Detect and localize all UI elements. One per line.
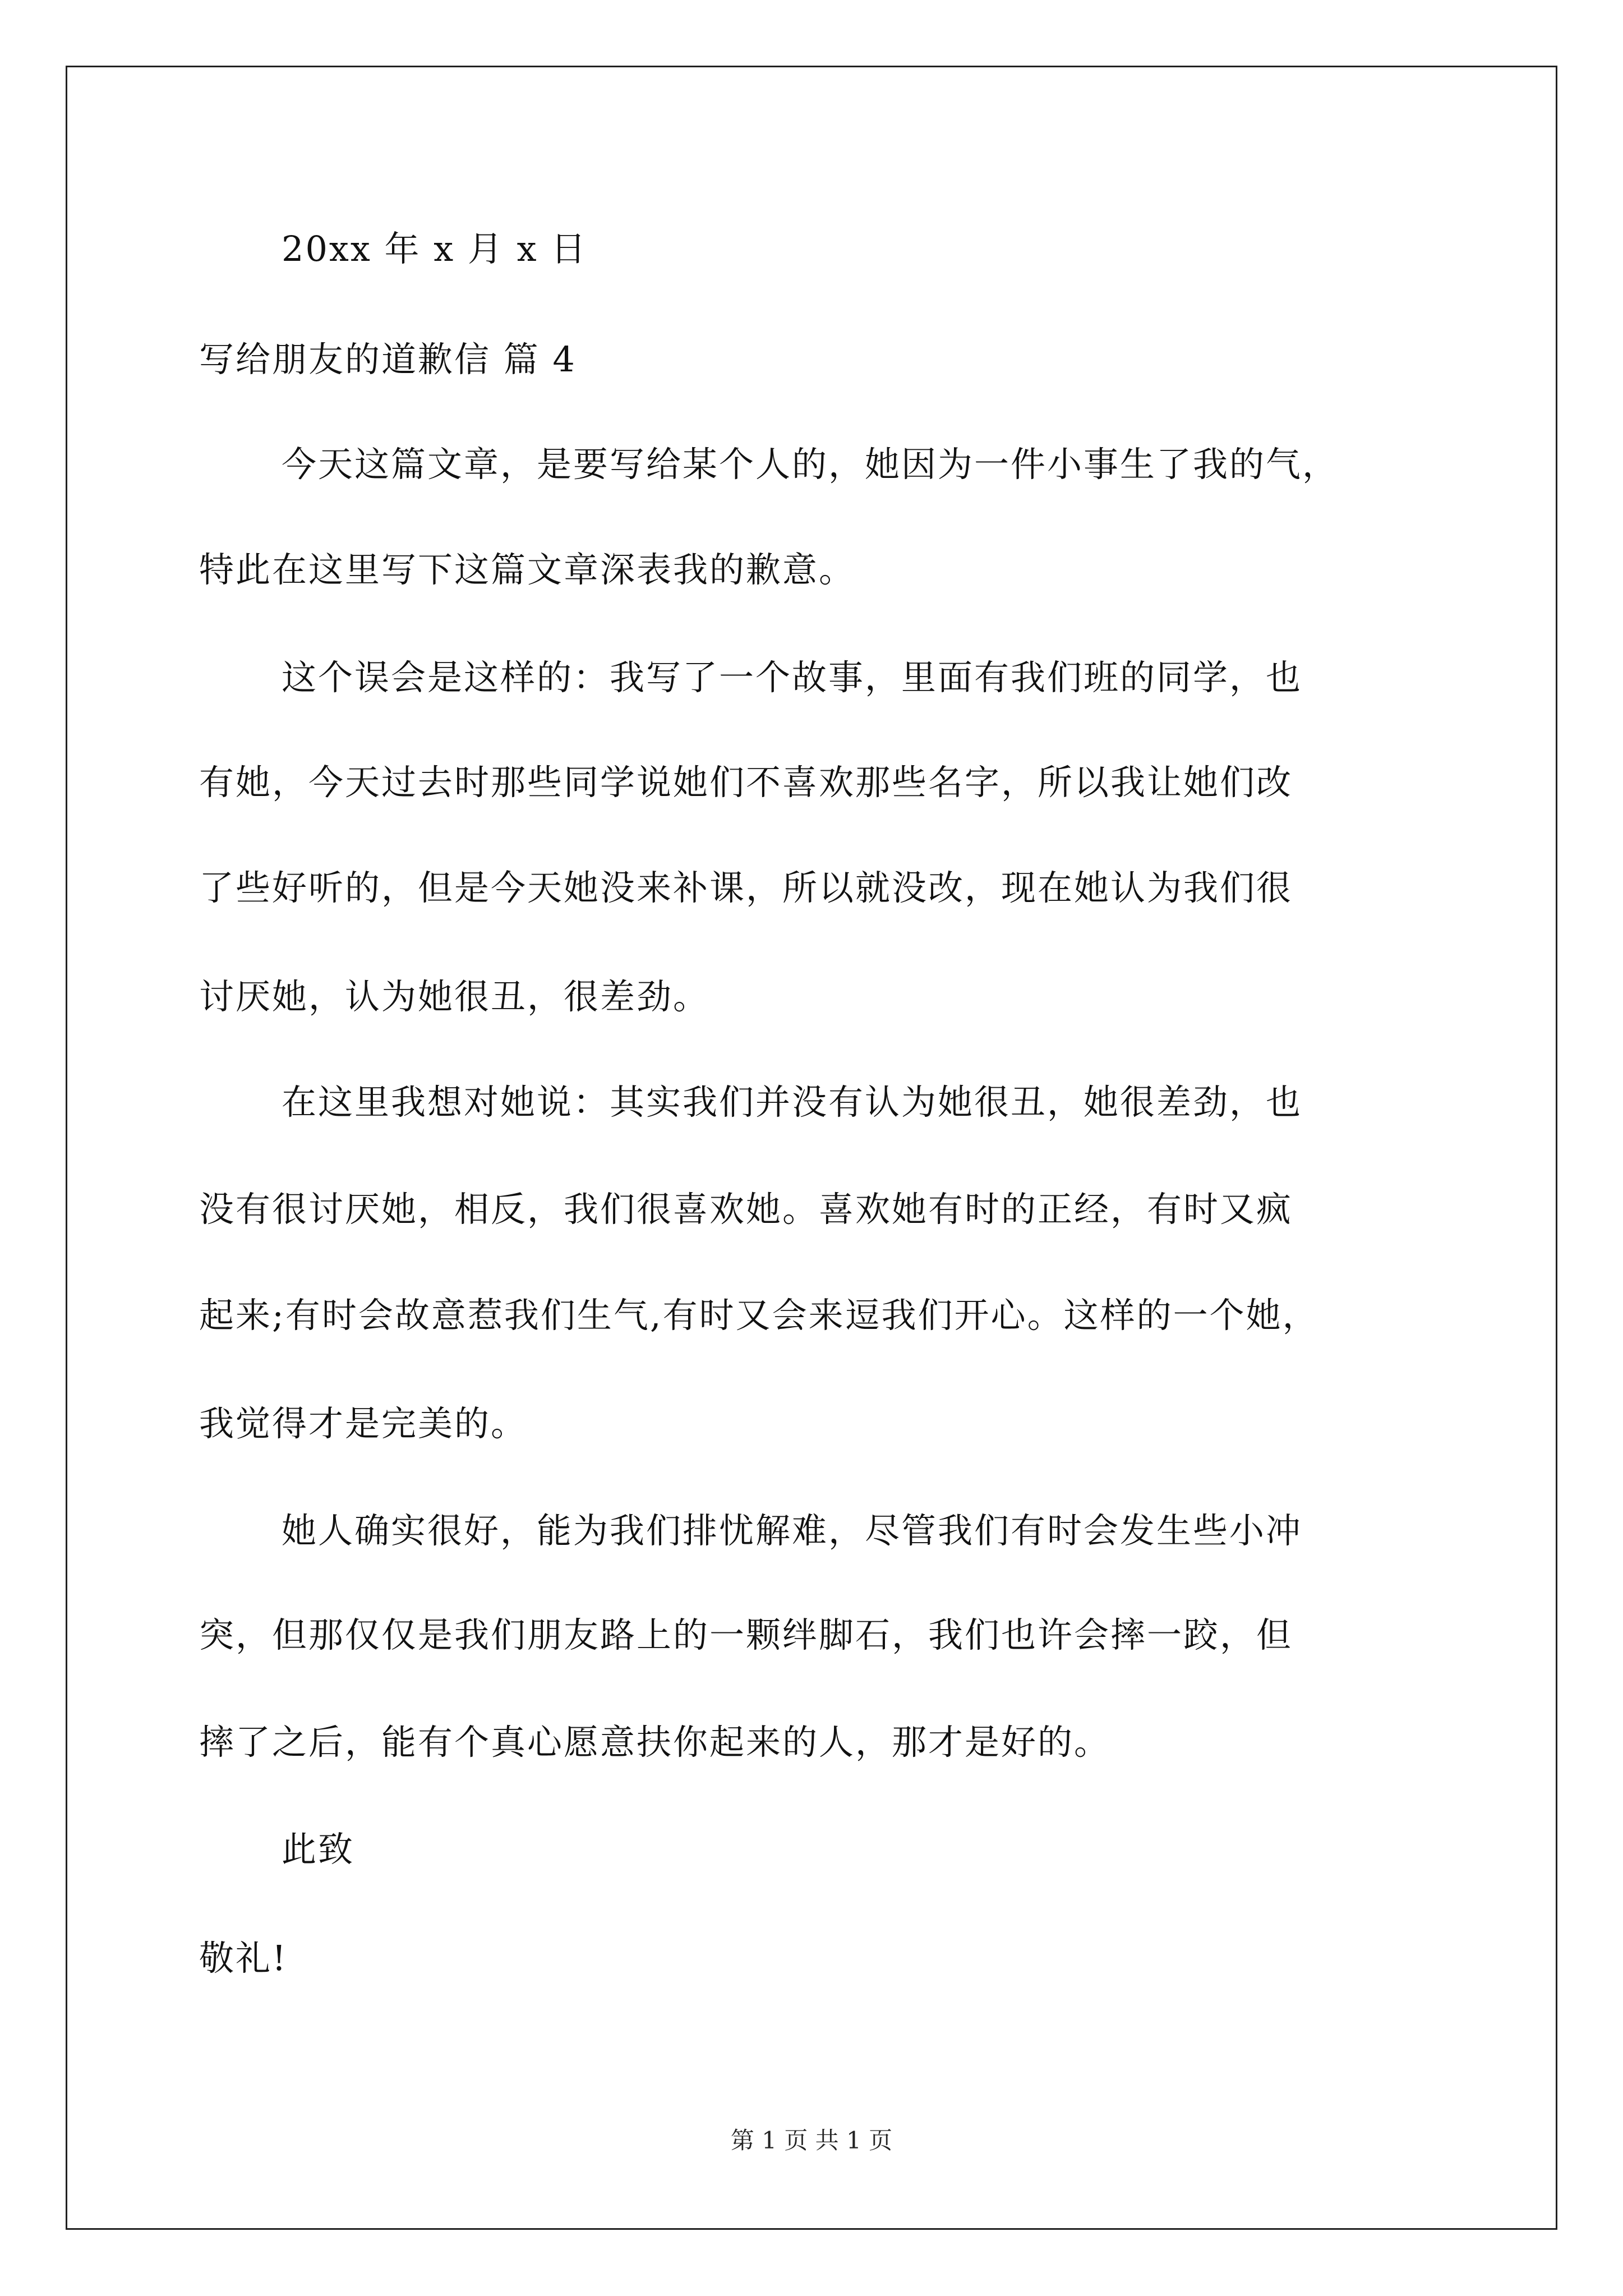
paragraph-3-line-4: 我觉得才是完美的。 <box>199 1403 528 1444</box>
letter-salutation: 敬礼! <box>199 1938 288 1978</box>
paragraph-3-line-3: 起来;有时会故意惹我们生气,有时又会来逗我们开心。这样的一个她， <box>199 1295 1319 1336</box>
paragraph-2-line-4: 讨厌她，认为她很丑，很差劲。 <box>199 976 710 1017</box>
paragraph-3-line-2: 没有很讨厌她，相反，我们很喜欢她。喜欢她有时的正经，有时又疯 <box>199 1189 1293 1230</box>
page-footer: 第 1 页 共 1 页 <box>730 2127 893 2154</box>
letter-date: 20xx 年 x 月 x 日 <box>282 228 588 269</box>
letter-closing: 此致 <box>282 1829 355 1870</box>
paragraph-4-line-3: 摔了之后，能有个真心愿意扶你起来的人，那才是好的。 <box>199 1722 1111 1763</box>
paragraph-3-line-1: 在这里我想对她说：其实我们并没有认为她很丑，她很差劲，也 <box>282 1082 1303 1122</box>
letter-heading: 写给朋友的道歉信 篇 4 <box>199 339 577 380</box>
paragraph-2-line-2: 有她，今天过去时那些同学说她们不喜欢那些名字，所以我让她们改 <box>199 762 1293 803</box>
paragraph-4-line-2: 突，但那仅仅是我们朋友路上的一颗绊脚石，我们也许会摔一跤，但 <box>199 1614 1293 1655</box>
paragraph-2-line-1: 这个误会是这样的：我写了一个故事，里面有我们班的同学，也 <box>282 657 1303 698</box>
page-border <box>66 66 1557 2230</box>
paragraph-1-line-1: 今天这篇文章，是要写给某个人的，她因为一件小事生了我的气， <box>282 444 1339 485</box>
paragraph-1-line-2: 特此在这里写下这篇文章深表我的歉意。 <box>199 549 856 590</box>
paragraph-2-line-3: 了些好听的，但是今天她没来补课，所以就没改，现在她认为我们很 <box>199 867 1293 908</box>
paragraph-4-line-1: 她人确实很好，能为我们排忧解难，尽管我们有时会发生些小冲 <box>282 1510 1303 1551</box>
